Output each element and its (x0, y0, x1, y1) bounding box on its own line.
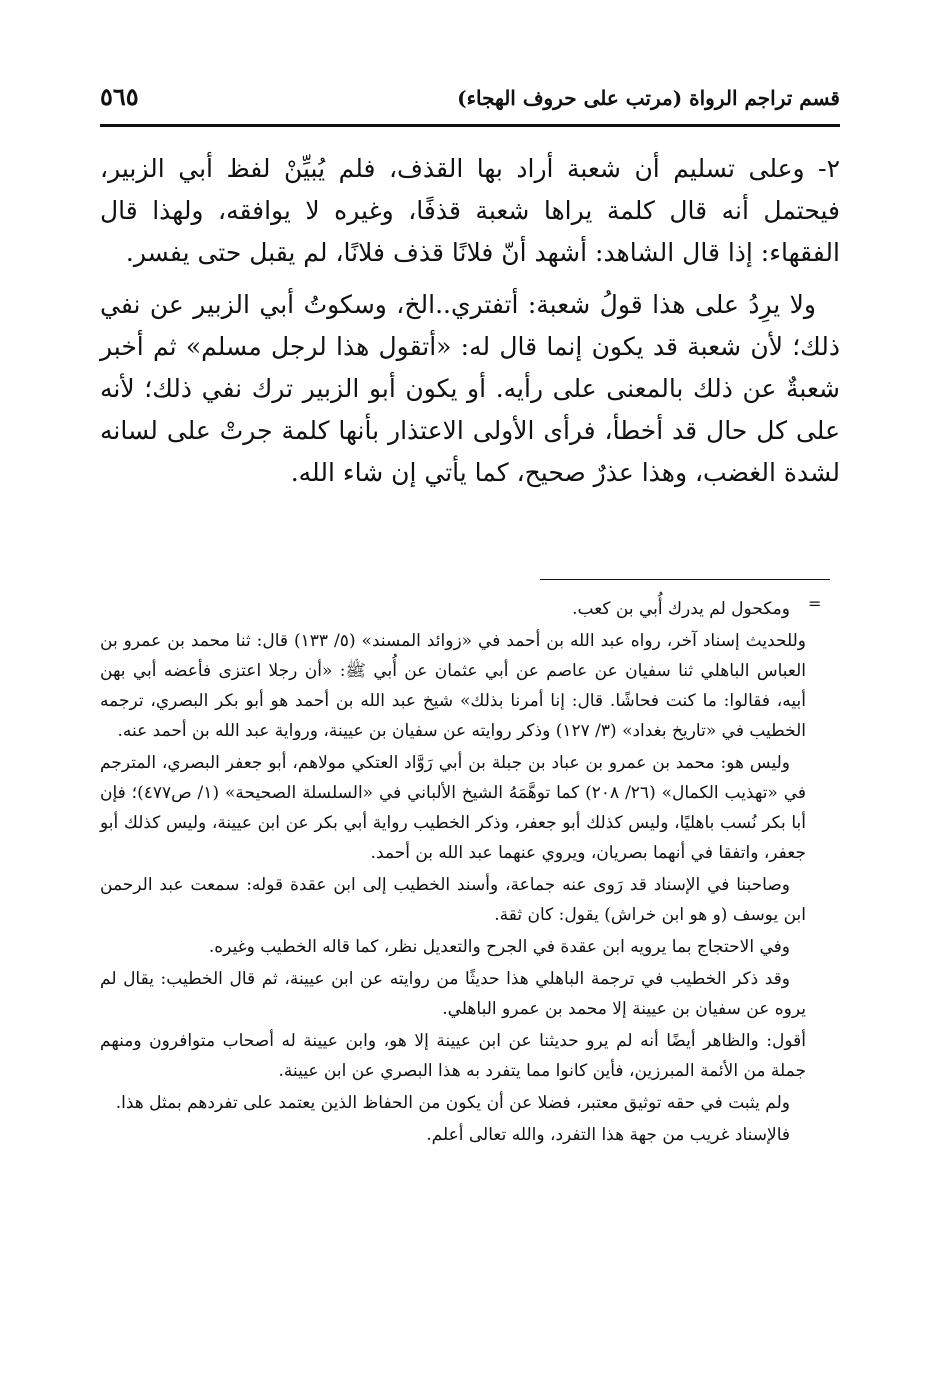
main-paragraph: ولا يرِدُ على هذا قولُ شعبة: أتفتري..الخ، وسكوتُ أبي الزبير عن نفي ذلك؛ لأن شعبة قد يكون إنما قال له: «أتقول هذا لرجل مسلم» ثم أخبر شعبةٌ عن ذلك بالمعنى على رأيه. أو يكون أبو الزبير ترك نفي ذلك؛ لأنه على كل حال قد أخطأ، فرأى الأولى الاعتذار بأنها كلمة جرتْ على لسانه لشدة الغضب، وهذا عذرٌ صحيح، كما يأتي إن شاء الله. (100, 290, 840, 487)
footnote-paragraph: وللحديث إسناد آخر، رواه عبد الله بن أحمد في «زوائد المسند» (٥/ ١٣٣) قال: ثنا محمد بن عمرو بن العباس الباهلي ثنا سفيان عن عاصم عن أبي عثمان عن أُبي ﷺ: «أن رجلا اعتزى فأعضه أبي بهن أبيه، فقالوا: ما كنت فحاشًا. قال: إنا أمرنا بذلك» شيخ عبد الله بن أحمد هو أبو بكر البصري، ترجمه الخطيب في «تاريخ بغداد» (٣/ ١٢٧) وذكر روايته عن سفيان بن عيينة، ورواية عبد الله بن أحمد عنه. (100, 631, 807, 741)
footnote-paragraph: أقول: والظاهر أيضًا أنه لم يرو حديثنا عن ابن عيينة إلا هو، وابن عيينة له أصحاب متوافرون ومنهم جملة من الأئمة المبرزين، فأين كانوا مما يتفرد به هذا البصري عن ابن عيينة. (100, 1031, 806, 1081)
page-number: ٥٦٥ (100, 82, 139, 111)
footnote-paragraph: ولم يثبت في حقه توثيق معتبر، فضلا عن أن يكون من الحفاظ الذين يعتمد على تفردهم بمثل هذا. (115, 1093, 790, 1113)
main-body (100, 148, 840, 504)
footnote-paragraph: فالإسناد غريب من جهة هذا التفرد، والله تعالى أعلم. (426, 1125, 790, 1145)
footnote-paragraph: ومكحول لم يدرك أُبي بن كعب. (572, 599, 790, 619)
footnote-divider (540, 579, 830, 580)
header-divider (100, 124, 840, 127)
footnote-paragraph: وصاحبنا في الإسناد قد رَوى عنه جماعة، وأسند الخطيب إلى ابن عقدة قوله: سمعت عبد الرحمن ابن يوسف (و هو ابن خراش) يقول: كان ثقة. (100, 875, 806, 925)
footnote-paragraph: وليس هو: محمد بن عمرو بن عباد بن جبلة بن أبي رَوَّاد العتكي مولاهم، أبو جعفر البصري، المترجم في «تهذيب الكمال» (٢٦/ ٢٠٨) كما توهَّمَهُ الشيخ الألباني في «السلسلة الصحيحة» (١/ ص٤٧٧)؛ فإن أبا بكر نُسب باهليًا، وليس كذلك أبو جعفر، وذكر الخطيب رواية أبي بكر عن ابن عيينة، وليس كذلك أبو جعفر، واتفقا في أنهما بصريان، ويروي عنهما عبد الله بن أحمد. (100, 753, 806, 863)
running-title: قسم تراجم الرواة (مرتب على حروف الهجاء) (457, 86, 840, 110)
page-header (100, 78, 840, 124)
footnote-continuation-mark: = (808, 594, 822, 613)
footnotes-section (100, 594, 806, 1152)
footnote-paragraph: وقد ذكر الخطيب في ترجمة الباهلي هذا حديثًا من روايته عن ابن عيينة، ثم قال الخطيب: يقال لم يروه عن سفيان بن عيينة إلا محمد بن عمرو الباهلي. (100, 969, 806, 1019)
footnote-paragraph: وفي الاحتجاج بما يرويه ابن عقدة في الجرح والتعديل نظر، كما قاله الخطيب وغيره. (208, 937, 790, 957)
main-paragraph: ٢- وعلى تسليم أن شعبة أراد بها القذف، فلم يُبيِّنْ لفظ أبي الزبير، فيحتمل أنه قال كلمة يراها شعبة قذفًا، وغيره لا يوافقه، ولهذا قال الفقهاء: إذا قال الشاهد: أشهد أنّ فلانًا قذف فلانًا، لم يقبل حتى يفسر. (100, 154, 840, 267)
